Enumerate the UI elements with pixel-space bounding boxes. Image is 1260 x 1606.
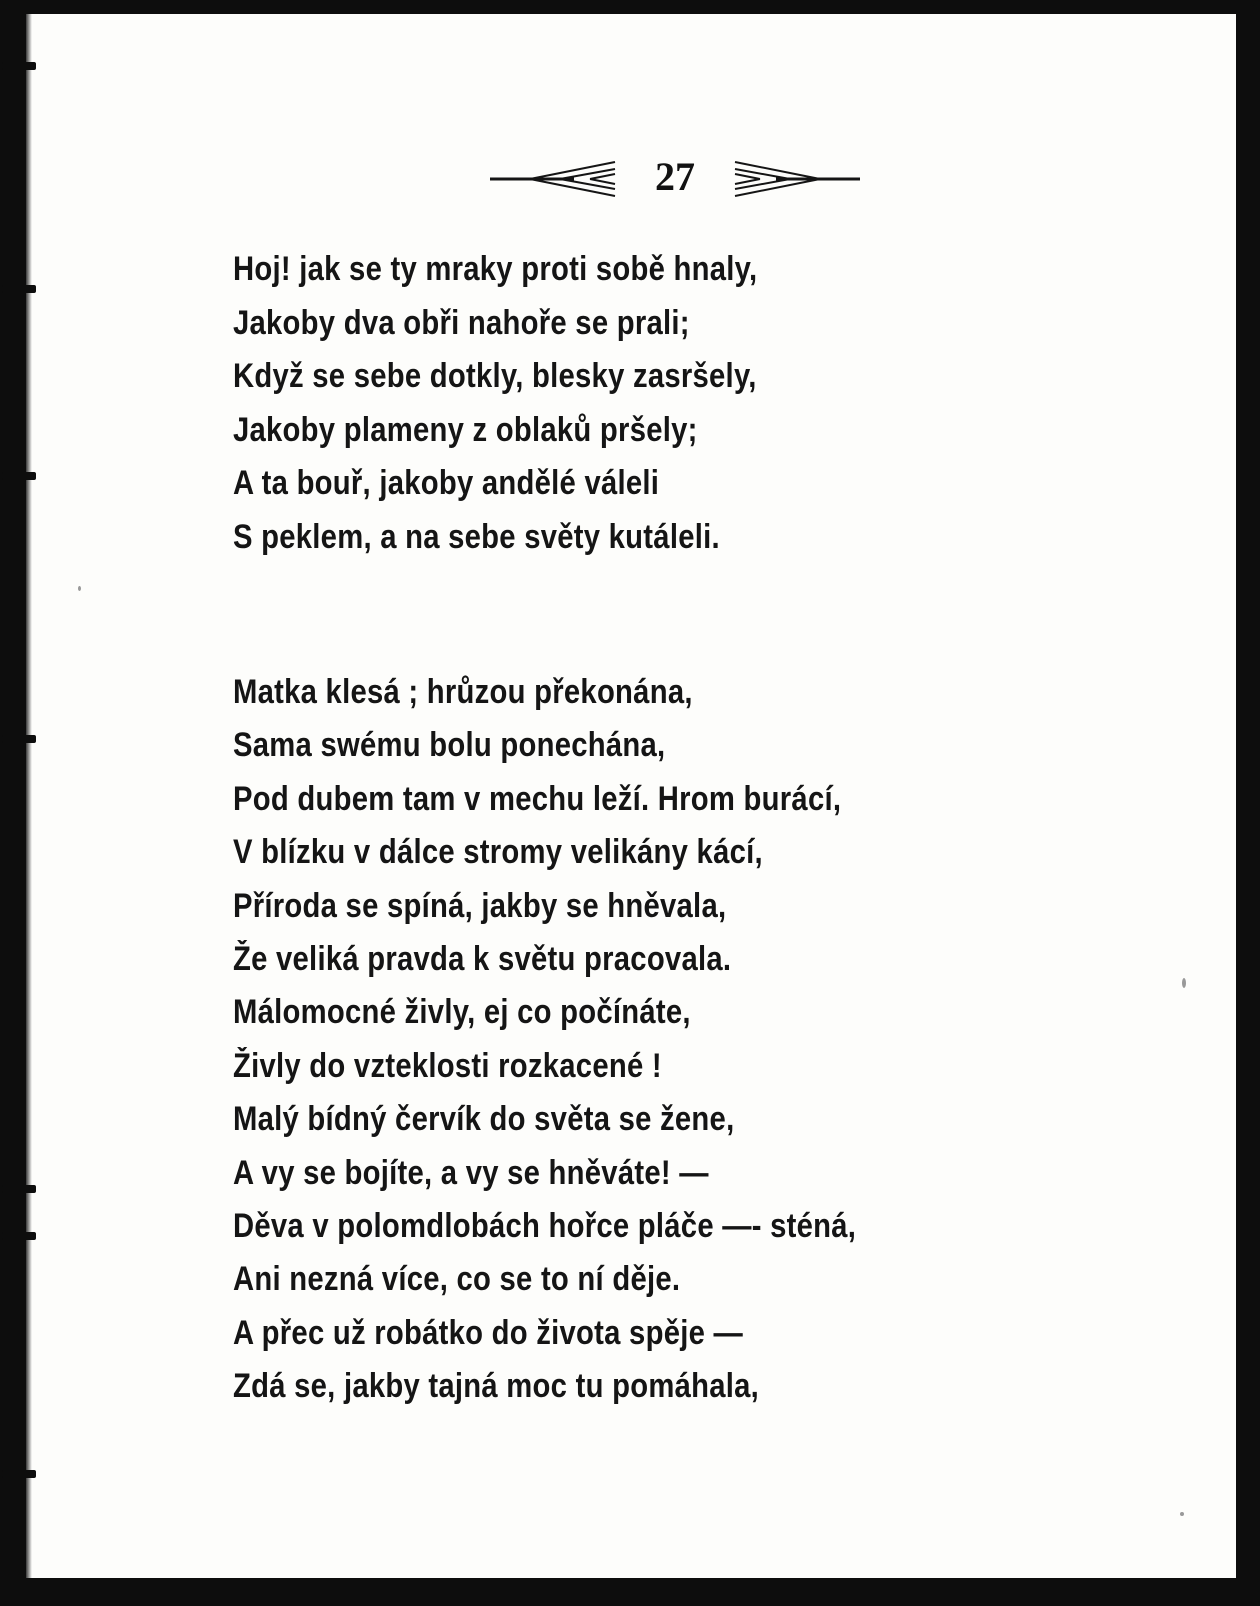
binding-stitch — [2, 735, 36, 743]
scan-border-right — [1236, 0, 1260, 1606]
verse-line: Jakoby plameny z oblaků pršely; — [233, 410, 698, 449]
binding-stitch — [2, 1470, 36, 1478]
binding-stitch — [2, 472, 36, 480]
verse-line: Ani nezná více, co se to ní děje. — [233, 1260, 681, 1299]
binding-stitch — [2, 285, 36, 293]
verse-line: Hoj! jak se ty mraky proti sobě hnaly, — [233, 250, 758, 288]
stanza-2 — [233, 666, 958, 1413]
book-binding — [0, 0, 26, 1606]
verse-line: Když se sebe dotkly, blesky zasršely, — [233, 357, 757, 395]
verse-line: Příroda se spíná, jakby se hněvala, — [233, 886, 727, 925]
verse-line: Malý bídný červík do světa se žene, — [233, 1100, 735, 1139]
verse-line: A ta bouř, jakoby andělé váleli — [233, 464, 660, 502]
verse-line: Sama swému bolu ponechána, — [233, 726, 666, 765]
verse-line: A vy se bojíte, a vy se hněváte! — — [233, 1153, 709, 1192]
binding-stitch — [2, 62, 36, 70]
scan-border-top — [0, 0, 1260, 14]
verse-line: Matka klesá ; hrůzou překonána, — [233, 673, 693, 711]
verse-line: V blízku v dálce stromy velikány kácí, — [233, 833, 763, 872]
scan-border-bottom — [0, 1578, 1260, 1606]
verse-line: Jakoby dva obři nahoře se prali; — [233, 303, 690, 342]
paper-speck — [1182, 978, 1186, 988]
verse-line: A přec už robátko do života spěje — — [233, 1313, 743, 1352]
verse-line: Málomocné živly, ej co počínáte, — [233, 993, 691, 1032]
verse-line: Děva v polomdlobách hořce pláče —- sténá, — [233, 1206, 857, 1245]
verse-line: Pod dubem tam v mechu leží. Hrom burácí, — [233, 779, 842, 818]
verse-line: Že veliká pravda k světu pracovala. — [233, 939, 732, 978]
page-number: 27 — [655, 154, 695, 199]
paper-speck — [1180, 1512, 1184, 1516]
binding-shadow — [26, 14, 32, 1578]
page-header — [490, 152, 860, 202]
verse-line: Živly do vzteklosti rozkacené ! — [233, 1046, 662, 1085]
paper-speck — [78, 586, 81, 591]
verse-line: Zdá se, jakby tajná moc tu pomáhala, — [233, 1367, 760, 1406]
binding-stitch — [2, 1185, 36, 1193]
binding-stitch — [2, 1232, 36, 1240]
stanza-1 — [233, 243, 843, 564]
verse-line: S peklem, a na sebe světy kutáleli. — [233, 517, 720, 556]
